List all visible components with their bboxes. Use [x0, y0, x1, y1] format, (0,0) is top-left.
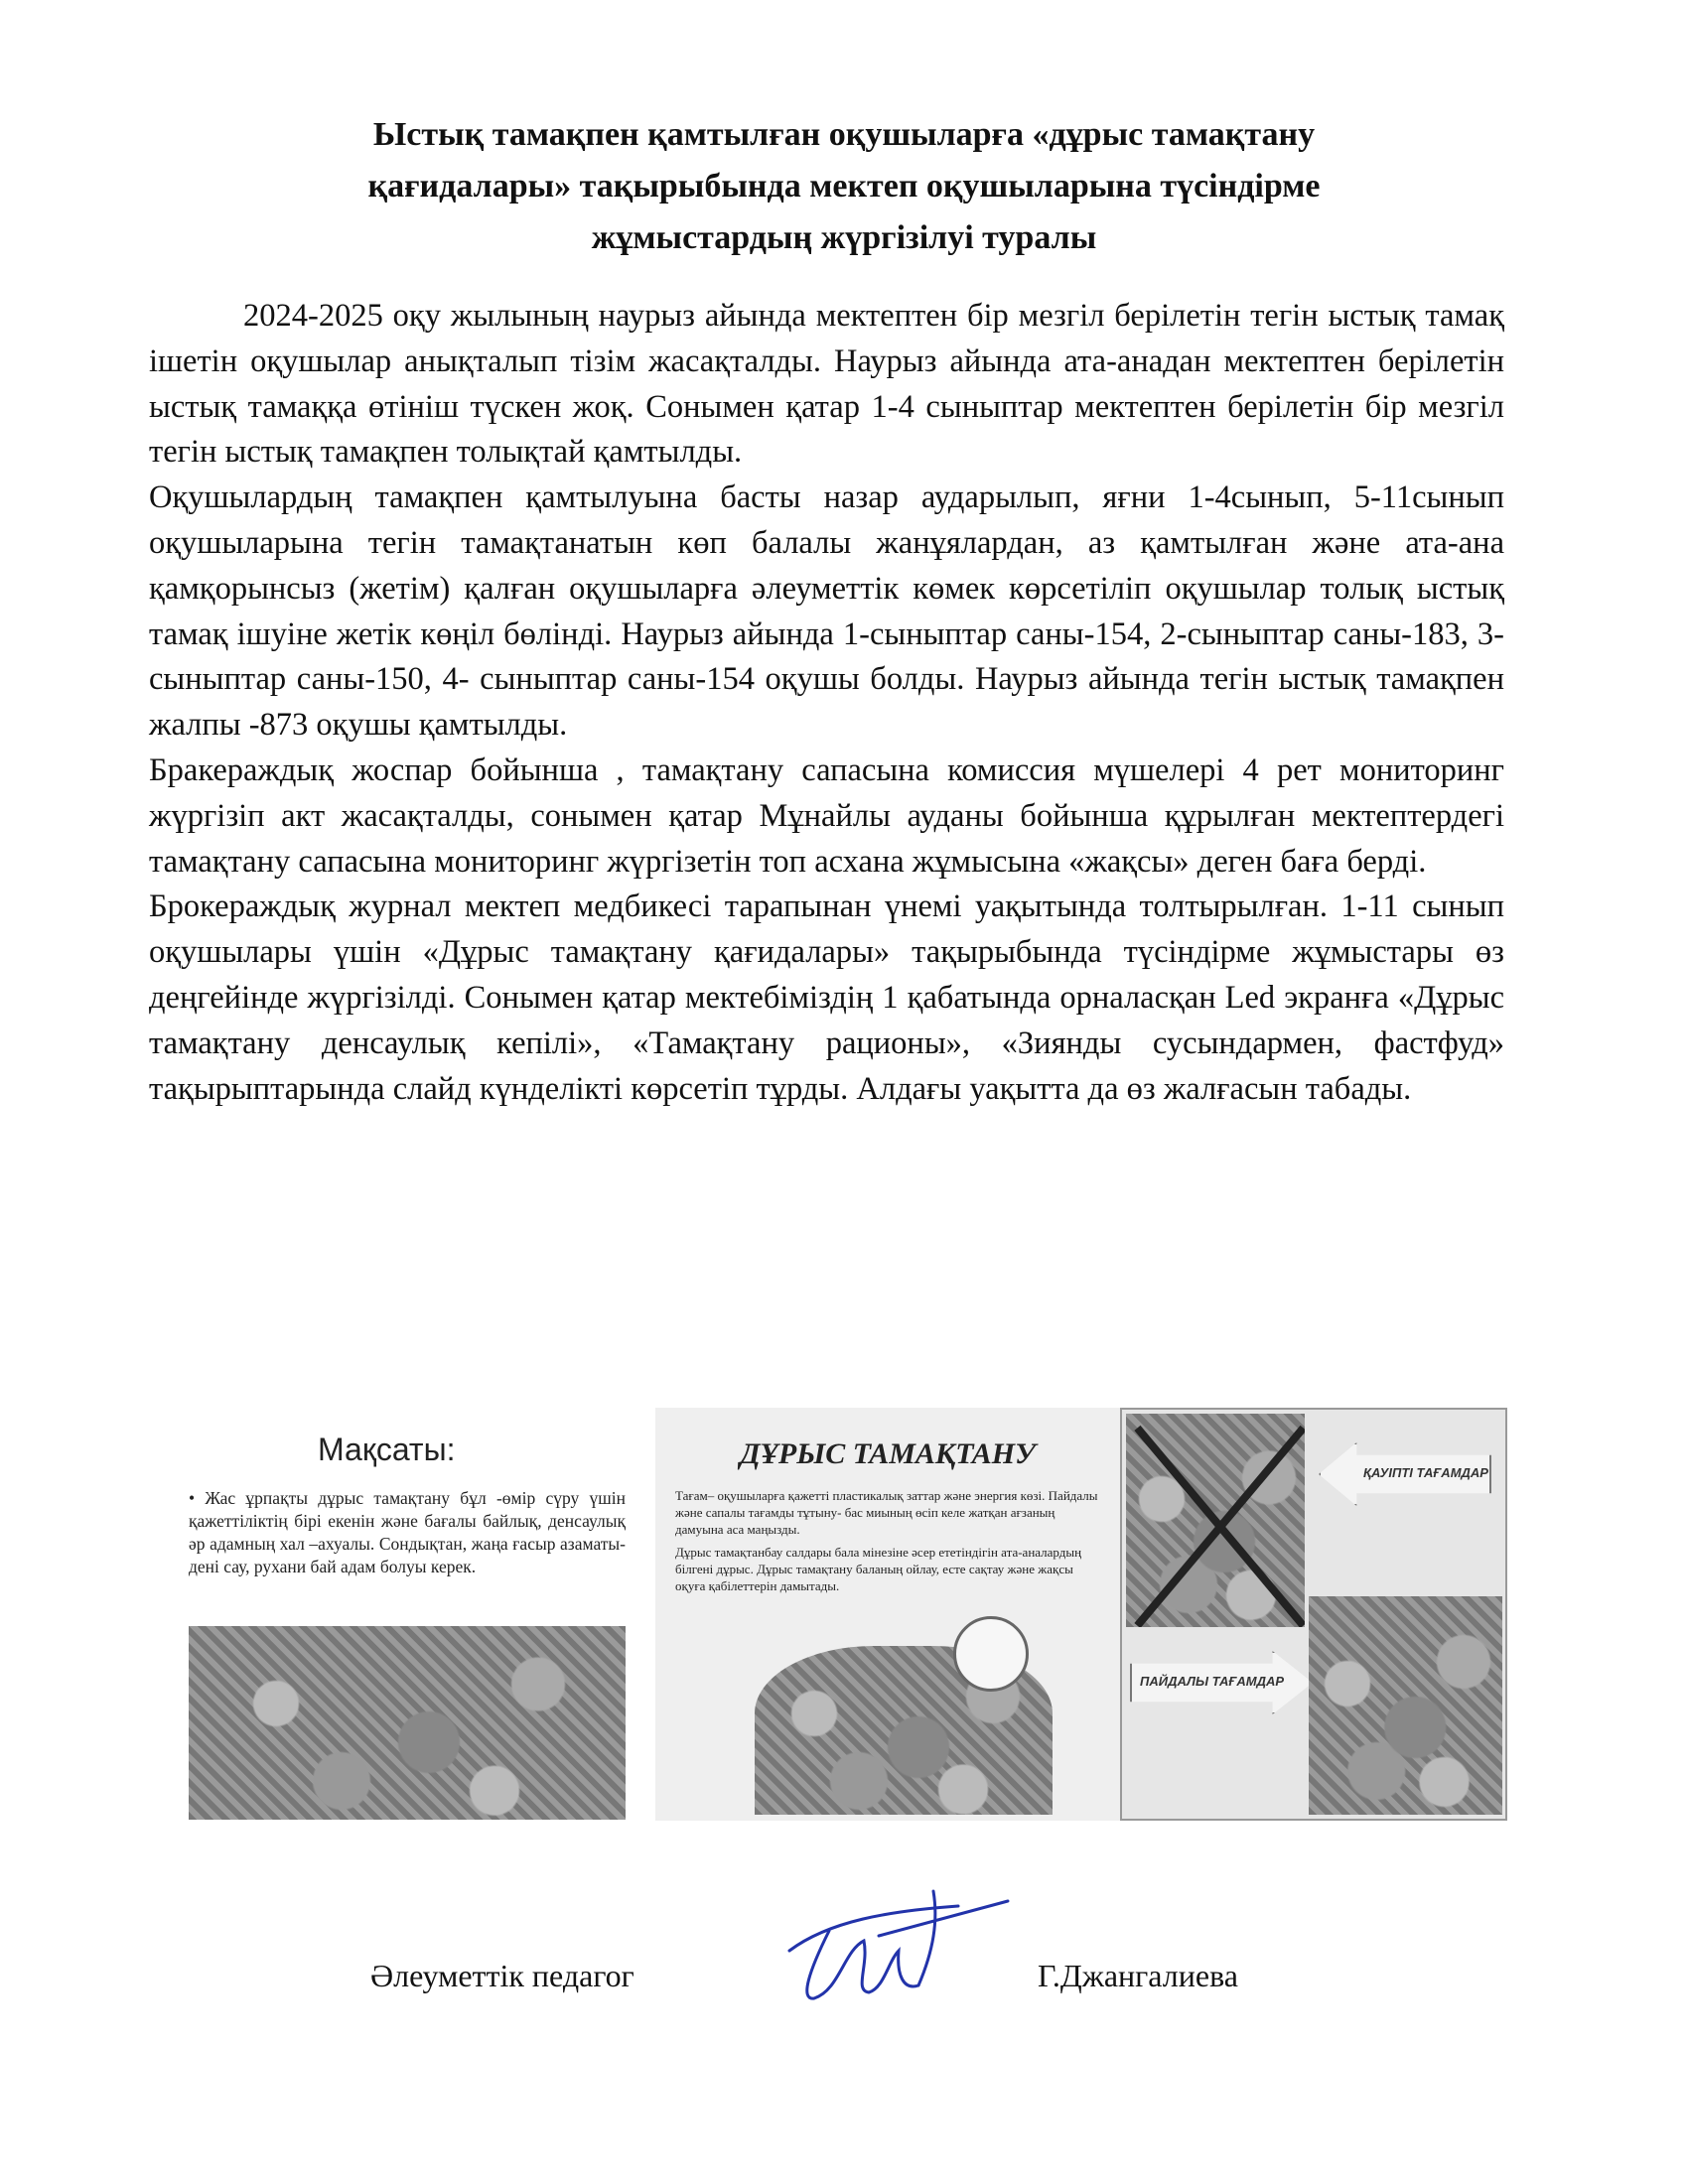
handwritten-signature [770, 1881, 1018, 2020]
figure-food-comparison-slide [1120, 1408, 1507, 1821]
healthy-food-label: ПАЙДАЛЫ ТАҒАМДАР [1140, 1674, 1285, 1689]
goals-heading: Мақсаты: [318, 1432, 456, 1467]
clock-icon [953, 1616, 1029, 1692]
title-line-1: Ыстық тамақпен қамтылған оқушыларға «дұрыс тамақтану [372, 116, 1316, 153]
healthy-eating-text [675, 1487, 1102, 1600]
healthy-eating-heading: ДҰРЫС ТАМАҚТАНУ [740, 1437, 1036, 1470]
figure-goals-slide [189, 1408, 626, 1821]
signature-name: Г.Джангалиева [1038, 1958, 1238, 1993]
title-line-3: жұмыстардың жүргізілуі туралы [591, 219, 1097, 256]
signature-role: Әлеуметтік педагог [370, 1958, 634, 1993]
goals-text: • Жас ұрпақты дұрыс тамақтану бұл -өмір сүру үшін қажеттіліктің бірі екенін және бағалы байлық, денсаулық әр адамның хал –ахуалы. Сондықтан, жаңа ғасыр азаматы-дені сау, рухани бай адам болуы керек. [189, 1488, 626, 1576]
junk-food-photo [1126, 1414, 1305, 1627]
healthy-food-photo [1309, 1596, 1502, 1815]
paragraph-3: Бракераждық жоспар бойынша , тамақтану сапасына комиссия мүшелері 4 рет мониторинг жүргізіп акт жасақталды, сонымен қатар Мұнайлы ауданы бойынша құрылған мектептердегі тамақтану сапасына мониторинг жүргізетін топ асхана жұмысына «жақсы» деген баға берді. [149, 751, 1504, 880]
paragraph-2: Оқушылардың тамақпен қамтылуына басты назар аударылып, яғни 1-4сынып, 5-11сынып оқушыларына тегін тамақтанатын көп балалы жанұялардан, аз қамтылған және ата-ана қамқорынсыз (жетім) қалған оқушыларға әлеуметтік көмек көрсетіліп оқушылар толық ыстық тамақ ішуіне жетік көңіл бөлінді. Наурыз айында 1-сыныптар саны-154, 2-сыныптар саны-183, 3- сыныптар саны-150, 4- сыныптар саны-154 оқушы болды. Наурыз айында тегін ыстық тамақпен жалпы -873 оқушы қамтылды. [149, 479, 1504, 744]
title-line-2: қағидалары» тақырыбында мектеп оқушыларына түсіндірме [367, 168, 1321, 205]
healthy-eating-text-1: Тағам– оқушыларға қажетті пластикалық заттар және энергия көзі. Пайдалы және сапалы тағамды тұтыну- бас миының өсіп келе жатқан ағзаның дамуына аса маңызды. [675, 1488, 1098, 1537]
figure-healthy-eating-slide [655, 1408, 1120, 1821]
document-title [199, 109, 1489, 264]
document-body [149, 294, 1504, 1112]
dangerous-food-label: ҚАУІПТІ ТАҒАМДАР [1363, 1465, 1488, 1480]
paragraph-1: 2024-2025 оқу жылының наурыз айында мектептен бір мезгіл берілетін тегін ыстық тамақ ішетін оқушылар анықталып тізім жасақталды. Наурыз айында ата-анадан мектептен берілетін ыстық тамаққа өтініш түскен жоқ. Сонымен қатар 1-4 сыныптар мектептен берілетін бір мезгіл тегін ыстық тамақпен толықтай қамтылды. [149, 298, 1504, 471]
paragraph-4: Брокераждық журнал мектеп медбикесі тарапынан үнемі уақытында толтырылған. 1-11 сынып оқушылары үшін «Дұрыс тамақтану қағидалары» тақырыбында түсіндірме жұмыстары өз деңгейінде жүргізілді. Сонымен қатар мектебіміздің 1 қабатында орналасқан Led экранға «Дұрыс тамақтану денсаулық кепілі», «Тамақтану рационы», «Зиянды сусындармен, фастфуд» тақырыптарында слайд күнделікті көрсетіп тұрды. Алдағы уақытта да өз жалғасын табады. [149, 888, 1504, 1107]
healthy-eating-text-2: Дұрыс тамақтанбау салдары бала мінезіне әсер ететіндігін ата-аналардың білгені дұрыс. Дұрыс тамақтану баланың ойлау, есте сақтау және жақсы оқуға қабілеттерін дамытады. [675, 1545, 1082, 1593]
fruits-photo [189, 1626, 626, 1820]
